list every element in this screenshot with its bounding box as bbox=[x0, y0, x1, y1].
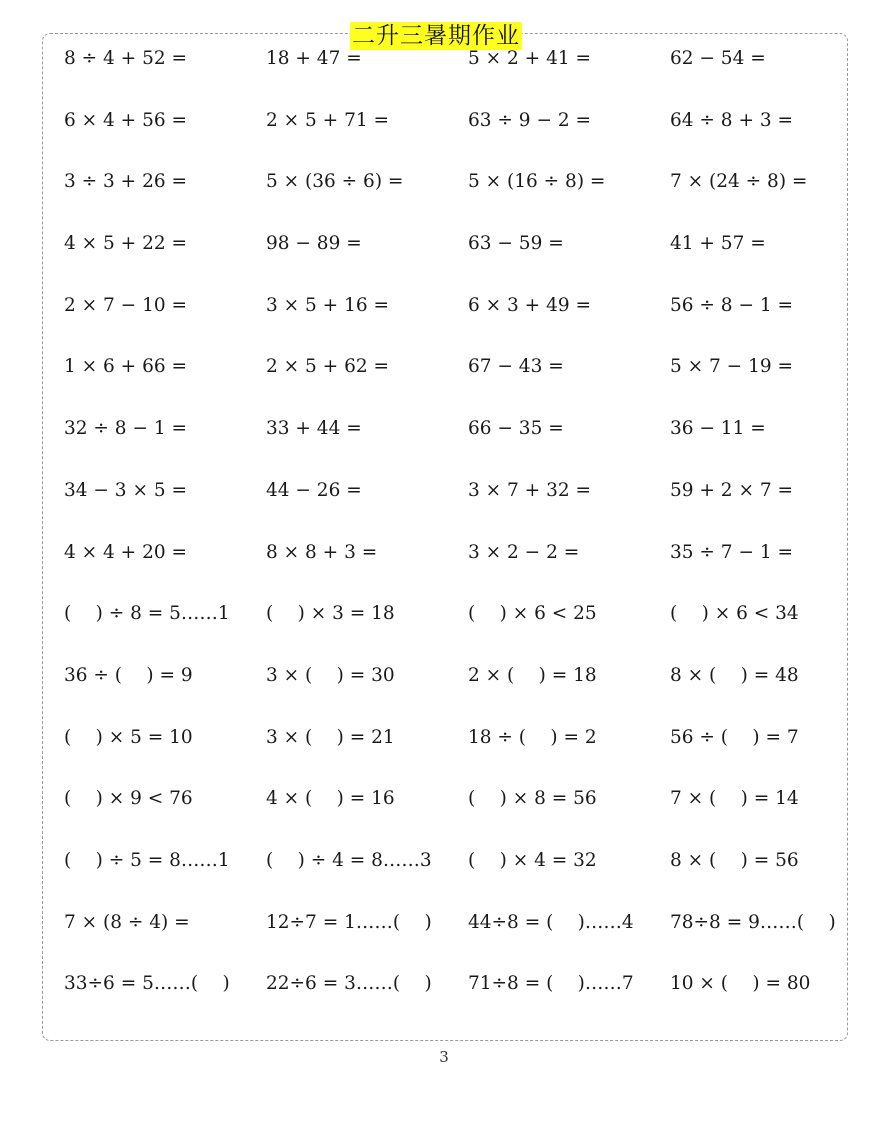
fill-blank-problem: 7 × ( ) = 14 bbox=[670, 788, 799, 810]
math-problem: 3 ÷ 3 + 26 = bbox=[64, 171, 187, 193]
problem-row bbox=[64, 168, 854, 230]
math-problem: 5 × 2 + 41 = bbox=[468, 48, 591, 69]
math-problem: 63 ÷ 9 − 2 = bbox=[468, 109, 591, 131]
problem-row bbox=[64, 909, 854, 971]
fill-blank-problem: ( ) × 8 = 56 bbox=[468, 788, 597, 810]
fill-blank-problem: ( ) × 3 = 18 bbox=[266, 603, 395, 625]
math-problem: 18 + 47 = bbox=[266, 48, 362, 69]
problem-grid bbox=[64, 45, 854, 1032]
math-problem: 2 × 7 − 10 = bbox=[64, 294, 187, 316]
math-problem: 6 × 3 + 49 = bbox=[468, 294, 591, 316]
fill-blank-problem: 4 × ( ) = 16 bbox=[266, 788, 395, 810]
problem-row bbox=[64, 539, 854, 601]
math-problem: 4 × 5 + 22 = bbox=[64, 233, 187, 255]
math-problem: 35 ÷ 7 − 1 = bbox=[670, 541, 793, 563]
problem-row bbox=[64, 415, 854, 477]
fill-blank-problem: 22÷6 = 3……( ) bbox=[266, 973, 432, 995]
fill-blank-problem: ( ) × 6 < 25 bbox=[468, 603, 597, 625]
worksheet-title: 二升三暑期作业 bbox=[352, 23, 520, 49]
fill-blank-problem: 44÷8 = ( )……4 bbox=[468, 911, 634, 933]
math-problem: 2 × 5 + 62 = bbox=[266, 356, 389, 378]
problem-row bbox=[64, 353, 854, 415]
page-number: 3 bbox=[439, 1048, 449, 1066]
problem-row bbox=[64, 970, 854, 1032]
math-problem: 1 × 6 + 66 = bbox=[64, 356, 187, 378]
problem-row bbox=[64, 292, 854, 354]
math-problem: 62 − 54 = bbox=[670, 48, 766, 69]
fill-blank-problem: ( ) × 5 = 10 bbox=[64, 726, 193, 748]
math-problem: 5 × (36 ÷ 6) = bbox=[266, 171, 404, 193]
fill-blank-problem: 3 × ( ) = 21 bbox=[266, 726, 395, 748]
problem-row bbox=[64, 847, 854, 909]
problem-row bbox=[64, 600, 854, 662]
math-problem: 64 ÷ 8 + 3 = bbox=[670, 109, 793, 131]
problem-row bbox=[64, 662, 854, 724]
fill-blank-problem: ( ) ÷ 5 = 8……1 bbox=[64, 849, 230, 871]
problem-row bbox=[64, 724, 854, 786]
fill-blank-problem: ( ) ÷ 4 = 8……3 bbox=[266, 849, 432, 871]
math-problem: 98 − 89 = bbox=[266, 233, 362, 255]
fill-blank-problem: 56 ÷ ( ) = 7 bbox=[670, 726, 799, 748]
math-problem: 36 − 11 = bbox=[670, 418, 766, 440]
math-problem: 5 × (16 ÷ 8) = bbox=[468, 171, 606, 193]
math-problem: 34 − 3 × 5 = bbox=[64, 479, 187, 501]
math-problem: 59 + 2 × 7 = bbox=[670, 479, 793, 501]
fill-blank-problem: ( ) × 4 = 32 bbox=[468, 849, 597, 871]
problem-row bbox=[64, 45, 854, 107]
math-problem: 56 ÷ 8 − 1 = bbox=[670, 294, 793, 316]
math-problem: 8 ÷ 4 + 52 = bbox=[64, 48, 187, 69]
math-problem: 3 × 7 + 32 = bbox=[468, 479, 591, 501]
math-problem: 3 × 5 + 16 = bbox=[266, 294, 389, 316]
fill-blank-problem: 36 ÷ ( ) = 9 bbox=[64, 664, 193, 686]
fill-blank-problem: 78÷8 = 9……( ) bbox=[670, 911, 836, 933]
math-problem: 7 × (8 ÷ 4) = bbox=[64, 911, 190, 933]
math-problem: 67 − 43 = bbox=[468, 356, 564, 378]
math-problem: 4 × 4 + 20 = bbox=[64, 541, 187, 563]
fill-blank-problem: 2 × ( ) = 18 bbox=[468, 664, 597, 686]
fill-blank-problem: 33÷6 = 5……( ) bbox=[64, 973, 230, 995]
fill-blank-problem: 18 ÷ ( ) = 2 bbox=[468, 726, 597, 748]
fill-blank-problem: ( ) ÷ 8 = 5……1 bbox=[64, 603, 230, 625]
math-problem: 63 − 59 = bbox=[468, 233, 564, 255]
math-problem: 32 ÷ 8 − 1 = bbox=[64, 418, 187, 440]
math-problem: 3 × 2 − 2 = bbox=[468, 541, 580, 563]
math-problem: 2 × 5 + 71 = bbox=[266, 109, 389, 131]
fill-blank-problem: 8 × ( ) = 56 bbox=[670, 849, 799, 871]
problem-row bbox=[64, 785, 854, 847]
math-problem: 41 + 57 = bbox=[670, 233, 766, 255]
math-problem: 6 × 4 + 56 = bbox=[64, 109, 187, 131]
fill-blank-problem: 12÷7 = 1……( ) bbox=[266, 911, 432, 933]
fill-blank-problem: 3 × ( ) = 30 bbox=[266, 664, 395, 686]
fill-blank-problem: ( ) × 9 < 76 bbox=[64, 788, 193, 810]
math-problem: 7 × (24 ÷ 8) = bbox=[670, 171, 808, 193]
problem-row bbox=[64, 230, 854, 292]
problem-row bbox=[64, 477, 854, 539]
math-problem: 66 − 35 = bbox=[468, 418, 564, 440]
math-problem: 33 + 44 = bbox=[266, 418, 362, 440]
fill-blank-problem: ( ) × 6 < 34 bbox=[670, 603, 799, 625]
fill-blank-problem: 8 × ( ) = 48 bbox=[670, 664, 799, 686]
fill-blank-problem: 10 × ( ) = 80 bbox=[670, 973, 811, 995]
fill-blank-problem: 71÷8 = ( )……7 bbox=[468, 973, 634, 995]
problem-row bbox=[64, 107, 854, 169]
math-problem: 5 × 7 − 19 = bbox=[670, 356, 793, 378]
math-problem: 44 − 26 = bbox=[266, 479, 362, 501]
math-problem: 8 × 8 + 3 = bbox=[266, 541, 378, 563]
